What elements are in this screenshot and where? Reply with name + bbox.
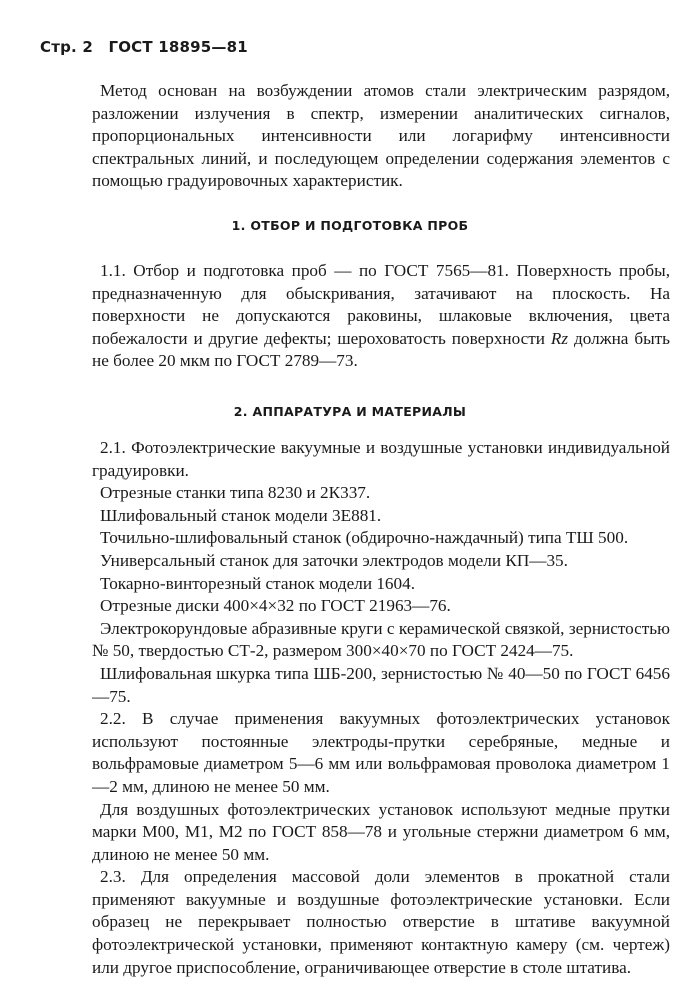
equipment-item: Токарно-винторезный станок модели 1604. xyxy=(100,573,415,593)
intro-block xyxy=(92,80,670,193)
standard-code: ГОСТ 18895—81 xyxy=(108,38,248,56)
page-header xyxy=(40,38,258,56)
equipment-item: Электрокорундовые абразивные круги с керамической связкой, зернистостью № 50, твердостью СТ-2, размером 300×40×70 по ГОСТ 2424—75. xyxy=(92,618,670,661)
equipment-item: Шлифовальный станок модели 3Е881. xyxy=(100,505,382,525)
equipment-item: Точильно-шлифовальный станок (обдирочно-наждачный) типа ТШ 500. xyxy=(100,528,629,548)
page-number: Стр. 2 xyxy=(40,38,93,56)
paragraph-1-1-tail: должна быть не более 20 мкм по ГОСТ 2789—73. xyxy=(92,328,670,371)
equipment-item: Отрезные диски 400×4×32 по ГОСТ 21963—76. xyxy=(100,596,451,616)
equipment-item: Универсальный станок для заточки электродов модели КП—35. xyxy=(100,550,568,570)
paragraph-1-1 xyxy=(92,260,670,373)
section-1-title: 1. ОТБОР И ПОДГОТОВКА ПРОБ xyxy=(231,218,469,233)
section-2-title: 2. АППАРАТУРА И МАТЕРИАЛЫ xyxy=(233,404,467,419)
roughness-symbol: Rz xyxy=(550,328,569,348)
paragraph-2-1: 2.1. Фотоэлектрические вакуумные и воздушные установки индивидуальной градуировки. xyxy=(92,438,670,480)
paragraph-2-3: 2.3. Для определения массовой доли элементов в прокатной стали применяют вакуумные и воздушные фотоэлектрические установки. Если образец не перекрывает полностью отверстие в штативе вакуумной фотоэлектрической установки, применяют контактную камеру (см. чертеж) или другое приспособление, ограничивающее отверстие в столе штатива. xyxy=(92,867,670,977)
paragraph-2-2-air: Для воздушных фотоэлектрических установок используют медные прутки марки М00, М1, М2 по ГОСТ 858—78 и угольные стержни диаметром 6 мм, длиною не менее 50 мм. xyxy=(92,799,670,864)
section-1-block xyxy=(92,260,670,373)
paragraph-1-1-text: 1.1. Отбор и подготовка проб — по ГОСТ 7565—81. Поверхность пробы, предназначенную для обыскривания, затачивают на плоскость. На поверхности не допускаются раковины, шлаковые включения, цвета побежалости и другие дефекты; шероховатость поверхности xyxy=(92,261,670,348)
paragraph-2-2: 2.2. В случае применения вакуумных фотоэлектрических установок используют постоянные электроды-прутки серебряные, медные и вольфрамовые диаметром 5—6 мм или вольфрамовая проволока диаметром 1—2 мм, длиною не менее 50 мм. xyxy=(92,709,670,796)
equipment-item: Шлифовальная шкурка типа ШБ-200, зернистостью № 40—50 по ГОСТ 6456—75. xyxy=(92,663,670,706)
section-2-block xyxy=(92,437,670,979)
intro-paragraph: Метод основан на возбуждении атомов стали электрическим разрядом, разложении излучения в спектр, измерении аналитических сигналов, пропорциональных интенсивности или логарифму интенсивности спектральных линий, и последующем определении содержания элементов с помощью градуировочных характеристик. xyxy=(92,81,670,191)
equipment-item: Отрезные станки типа 8230 и 2К337. xyxy=(100,483,371,503)
